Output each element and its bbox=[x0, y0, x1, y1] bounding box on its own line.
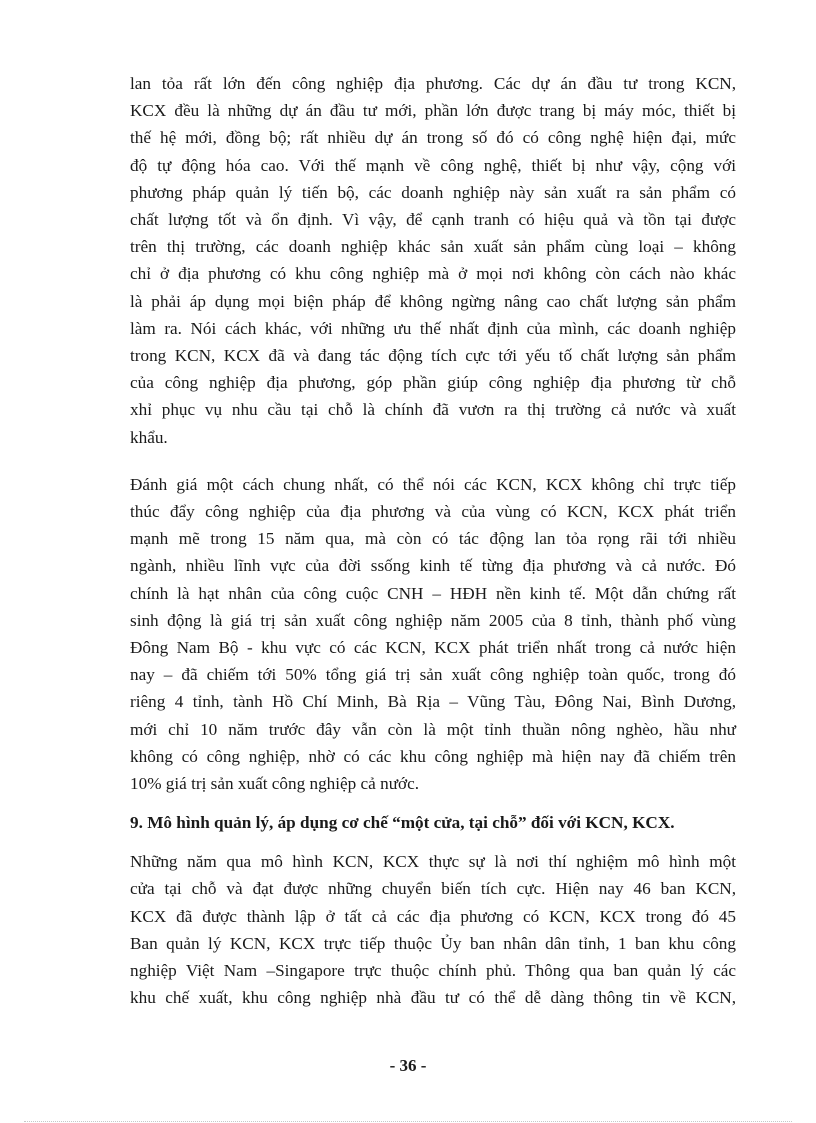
text-line: độ tự động hóa cao. Với thế mạnh về công nghệ, thiết bị như vậy, cộng với bbox=[130, 155, 736, 175]
paragraph-spacer bbox=[130, 451, 736, 471]
text-line: sinh động là giá trị sản xuất công nghiệp năm 2005 của 8 tỉnh, thành phố vùng bbox=[130, 610, 736, 630]
text-line: chất lượng tốt và ổn định. Vì vậy, để cạnh tranh có hiệu quả và tồn tại được bbox=[130, 210, 736, 230]
text-line: Đông Nam Bộ - khu vực có các KCN, KCX phát triển nhất trong cả nước hiện bbox=[130, 638, 736, 658]
text-line: mạnh mẽ trong 15 năm qua, mà còn có tác động lan tỏa rọng rãi tới nhiều bbox=[130, 529, 736, 549]
text-line: nghiệp Việt Nam –Singapore trực thuộc chính phủ. Thông qua ban quản lý các bbox=[130, 961, 736, 981]
paragraph-spacer bbox=[130, 797, 736, 809]
text-line: 10% giá trị sản xuất công nghiệp cả nước. bbox=[130, 774, 420, 794]
text-line: nay – đã chiếm tới 50% tổng giá trị sản xuất công nghiệp toàn quốc, trong đó bbox=[130, 665, 736, 685]
text-line: làm ra. Nói cách khác, với những ưu thế nhất định của mình, các doanh nghiệp bbox=[130, 318, 736, 338]
text-line: lan tỏa rất lớn đến công nghiệp địa phương. Các dự án đầu tư trong KCN, bbox=[130, 74, 736, 93]
text-line: cửa tại chỗ và đạt được những chuyển biến tích cực. Hiện nay 46 ban KCN, bbox=[130, 879, 736, 899]
text-line: chỉ ở địa phương có khu công nghiệp mà ở mọi nơi không còn cách nào khác bbox=[130, 264, 736, 284]
text-line: khu chế xuất, khu công nghiệp nhà đầu tư có thể dễ dàng thông tin về KCN, bbox=[130, 988, 736, 1008]
page-body bbox=[130, 70, 736, 1012]
text-line: trên thị trường, các doanh nghiệp khác sản xuất sản phẩm cùng loại – không bbox=[130, 237, 736, 257]
text-line: khẩu. bbox=[130, 427, 168, 447]
section-heading: 9. Mô hình quản lý, áp dụng cơ chế “một cửa, tại chỗ” đối với KCN, KCX. bbox=[130, 813, 675, 833]
text-line: thế hệ mới, đồng bộ; rất nhiều dự án trong số đó có công nghệ hiện đại, mức bbox=[130, 128, 736, 148]
text-line: ngành, nhiều lĩnh vực của đời ssống kinh tế từng địa phương và cả nước. Đó bbox=[130, 556, 736, 576]
footer-divider bbox=[24, 1121, 792, 1122]
text-line: thúc đẩy công nghiệp của địa phương và của vùng có KCN, KCX phát triển bbox=[130, 502, 736, 522]
text-line: của công nghiệp địa phương, góp phần giúp công nghiệp địa phương từ chỗ bbox=[130, 373, 736, 393]
paragraph-2 bbox=[130, 471, 736, 797]
text-line: phương pháp quản lý tiến bộ, các doanh nghiệp này sản xuất ra sản phẩm có bbox=[130, 182, 736, 202]
text-line: KCX đã được thành lập ở tất cả các địa phương có KCN, KCX trong đó 45 bbox=[130, 906, 736, 926]
text-line: không có công nghiệp, nhờ có các khu công nghiệp mà hiện nay đã chiếm trên bbox=[130, 746, 736, 766]
text-line: chính là hạt nhân của công cuộc CNH – HĐH nền kinh tế. Một dẫn chứng rất bbox=[130, 583, 736, 603]
text-line: Ban quản lý KCN, KCX trực tiếp thuộc Ủy ban nhân dân tỉnh, 1 ban khu công bbox=[130, 933, 736, 953]
paragraph-3 bbox=[130, 848, 736, 1011]
text-line: trong KCN, KCX đã và đang tác động tích cực tới yếu tố chất lượng sản phẩm bbox=[130, 346, 736, 366]
text-line: Đánh giá một cách chung nhất, có thể nói các KCN, KCX không chỉ trực tiếp bbox=[130, 474, 736, 494]
page-number: - 36 - bbox=[389, 1056, 427, 1075]
text-line: KCX đều là những dự án đầu tư mới, phần lớn được trang bị máy móc, thiết bị bbox=[130, 101, 736, 121]
text-line: xhỉ phục vụ nhu cầu tại chỗ là chính đã vươn ra thị trường cả nước và xuất bbox=[130, 400, 736, 420]
text-line: mới chỉ 10 năm trước đây vẫn còn là một tỉnh thuần nông nghèo, hầu như bbox=[130, 719, 736, 739]
paragraph-spacer bbox=[130, 836, 736, 848]
text-line: là phải áp dụng mọi biện pháp để không ngừng nâng cao chất lượng sản phẩm bbox=[130, 291, 736, 311]
text-line: Những năm qua mô hình KCN, KCX thực sự là nơi thí nghiệm mô hình một bbox=[130, 852, 736, 872]
paragraph-1 bbox=[130, 70, 736, 451]
text-line: riêng 4 tỉnh, tành Hồ Chí Minh, Bà Rịa – Vũng Tàu, Đông Nai, Bình Dương, bbox=[130, 692, 736, 712]
